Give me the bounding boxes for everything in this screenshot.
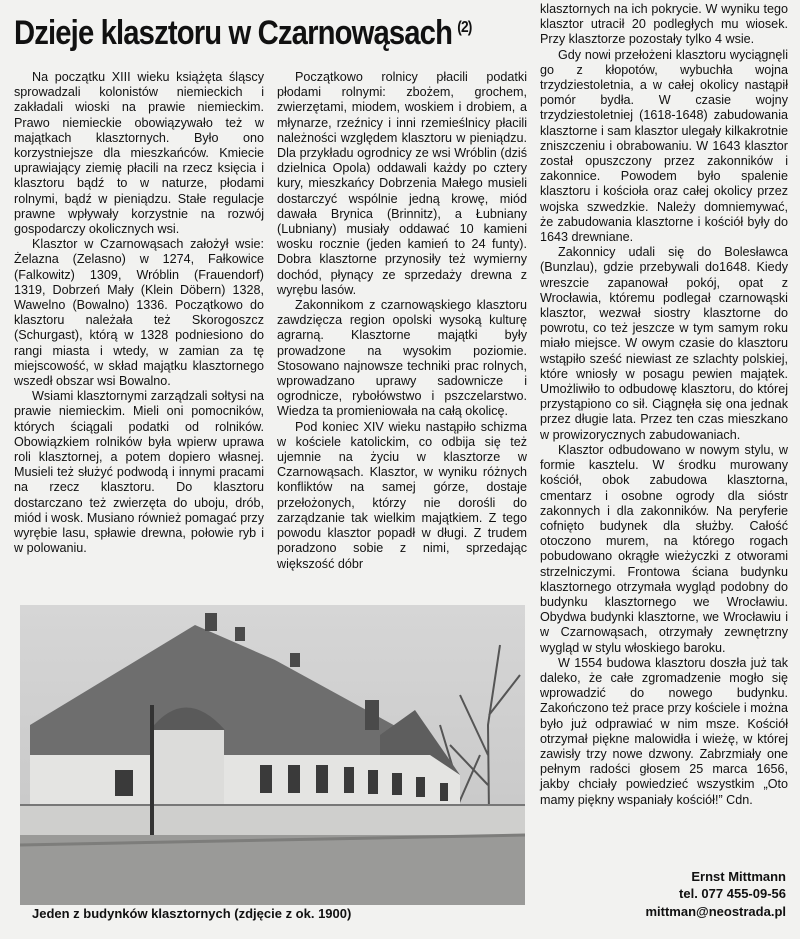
monastery-building-photo — [20, 605, 525, 905]
paragraph: Klasztor w Czarnowąsach założył wsie: Żelazna (Zelasno) w 1274, Fałkowice (Falkowitz) 1309, Wróblin (Frauendorf) 1319, Dobrzeń Mały (Klein Döbern) 1328, Wawelno (Bowalno) 1336. Początkowo do klasztoru należała też Skorogoszcz (Schurgast), którą w 1328 podniesiono do rangi miasta i wtedy, w zamian za tę miejscowość, w skład majątku klasztornego wszedł obszar wsi Bowalno. — [14, 237, 264, 389]
paragraph: W 1554 budowa klasztoru doszła już tak daleko, że całe zgromadzenie mogło się wprowadzić do nowego budynku. Zakończono też prace przy kościele i można było już odprawiać w nim msze. Kościół otrzymał piękne malowidła i wieżę, w której zawisły trzy nowe dzwony. Zabrzmiały one pełnym radości głosem 25 marca 1656, jakby chciały powiedzieć wszystkim „Oto mamy piękny wspaniały kościół!” Cdn. — [540, 655, 788, 807]
paragraph: Gdy nowi przełożeni klasztoru wyciągnęli go z kłopotów, wybuchła wojna trzydziestoletnia, a w całej okolicy nastąpił pomór bydła. W czasie wojny trzydziestoletniej (1618-1648) zabudowania klasztorne i sam klasztor ulegały kilkakrotnie zniszczeniu i obrabowaniu. W 1643 klasztor został opuszczony przez zakonników i zakonnice. Powodem było spalenie klasztoru i kościoła oraz całej okolicy przez wojska szwedzkie. Należy domniemywać, że zabudowania klasztorne i kościół były do 1643 drewniane. — [540, 47, 788, 245]
text-column-1 — [14, 70, 264, 590]
paragraph: Pod koniec XIV wieku nastąpiło schizma w kościele katolickim, co odbija się też ujemnie na życiu w klasztorze w Czarnowąsach. Klasztor, w wyniku różnych konfliktów na samej górze, dostaje przełożonych, którzy nie dorośli do zarządzanie tak wielkim majątkiem. Z tego powodu klasztor popadł w długi. Z trudem poradzono sobie z nimi, sprzedając większość dóbr — [277, 419, 527, 571]
paragraph: Początkowo rolnicy płacili podatki płodami rolnymi: zbożem, grochem, zwierzętami, miodem, woskiem i drobiem, a młynarze, rzeźnicy i inni rzemieślnicy płacili należności względem klasztoru w pieniądzu. Dla przykładu ogrodnicy ze wsi Wróblin (dziś dzielnica Opola) oddawali każdy po cztery kury, mieszkańcy Dobrzenia Małego musieli dostarczyć wspólnie jedną krowę, miód dawała Brynica (Brinnitz), a Łubniany (Lubniany) musiały oddawać 10 kamieni wosku rocznie (jeden kamień to 24 funty). Dobra klasztorne przynosiły też wymierny dochód, płynący ze sprzedaży drewna z wyrębu lasów. — [277, 70, 527, 297]
paragraph: klasztornych na ich pokrycie. W wyniku tego klasztor utracił 20 podległych mu wiosek. Przy klasztorze pozostały tylko 4 wsie. — [540, 2, 788, 47]
paragraph: Zakonnicy udali się do Bolesławca (Bunzlau), gdzie przebywali do1648. Kiedy wreszcie zapanował pokój, opat z Wrocławia, któremu podlegał czarnowąski klasztor, wezwał siostry klasztorne do powrotu, co też jeszcze w tym samym roku miało miejsce. W owym czasie do klasztoru wstąpiło sześć niewiast ze szlachty polskiej, które wniosły w posagu pewien majątek. Umożliwiło to odbudowę klasztoru, do której przystąpiono co sił. Ciągnęła się ona jednak przez długie lata. Przez ten czas mieszkano w prowizorycznych zabudowaniach. — [540, 245, 788, 442]
paragraph: Na początku XIII wieku książęta śląscy sprowadzali kolonistów niemieckich i zakładali wioski na prawie niemieckim. Prawo niemieckie obowiązywało też w majątkach klasztornych. Było ono korzystniejsze dla mieszkańców. Kmiecie uprawiający ziemię płacili na rzecz księcia i klasztoru bądź to w naturze, płodami rolnymi, bądź w pieniądzu. Stałe regulacje prawne wpływały korzystnie na rozwój gospodarczy okolicznych wsi. — [14, 70, 264, 237]
paragraph: Klasztor odbudowano w nowym stylu, w formie kasztelu. W środku murowany kościół, obok zabudowa klasztorna, cmentarz i osobne ogrody dla sióstr zakonnych i dla zakonników. Na peryferie cofnięto budynek dla służby. Całość otoczono murem, na którego rogach pobudowano okrągłe wieżyczki z otworami strzelniczymi. Frontowa ściana budynku klasztornego otrzymała wygląd podobny do budynku klasztornego we Wrocławiu. Obydwa budynki klasztorne, we Wrocławiu i w Czarnowąsach, otrzymały zewnętrzny wygląd w stylu włoskiego baroku. — [540, 442, 788, 655]
author-name: Ernst Mittmann — [691, 869, 786, 884]
headline-part-number: (2) — [457, 18, 472, 36]
text-column-3 — [540, 2, 788, 882]
text-column-2 — [277, 70, 527, 590]
paragraph: Zakonnikom z czarnowąskiego klasztoru zawdzięcza region opolski wysoką kulturę agrarną. Klasztorne majątki były prowadzone na wysokim poziomie. Stosowano najnowsze techniki prac rolnych, wprowadzano uprawy sadownicze i ogrodnicze, rybołówstwo i pszczelarstwo. Wiedza ta promieniowała na całą okolicę. — [277, 298, 527, 419]
author-email[interactable]: mittman@neostrada.pl — [645, 904, 786, 919]
article-headline — [14, 14, 472, 70]
headline-title: Dzieje klasztoru w Czarnowąsach — [14, 14, 453, 52]
photo-caption: Jeden z budynków klasztornych (zdjęcie z ok. 1900) — [32, 906, 352, 921]
paragraph: Wsiami klasztornymi zarządzali sołtysi na prawie niemieckim. Mieli oni pomocników, których ściągali podatki od rolników. Obowiązkiem rolników była wpierw uprawa roli klasztornej, a potem dopiero własnej. Musieli też służyć podwodą i innymi pracami na rzecz klasztoru. Do klasztoru dostarczano też zwierzęta do uboju, drób, miód i wosk. Musiano również pomagać przy wyrębie lasu, spławie drewna, połowie ryb i w polowaniu. — [14, 389, 264, 556]
author-phone: tel. 077 455-09-56 — [679, 886, 786, 901]
